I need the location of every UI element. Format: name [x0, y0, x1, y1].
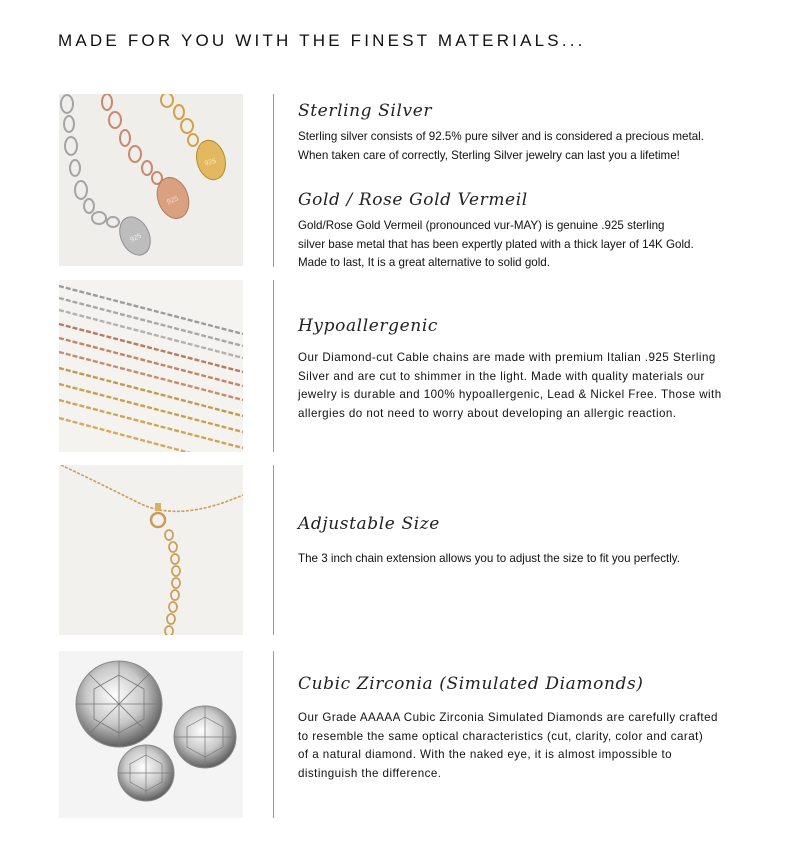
clasp-image: [59, 465, 243, 635]
text-line: to resemble the same optical characteristics (cut, clarity, color and carat): [298, 729, 704, 743]
large-stone: [76, 661, 162, 747]
silver-rose-gold-chain-tags-photo: [59, 94, 243, 266]
vermeil-heading: Gold / Rose Gold Vermeil: [298, 190, 528, 210]
cable-chains-image: [59, 280, 243, 452]
adjustable-size-text: [298, 550, 758, 569]
spring-ring-clasp-photo: [59, 465, 243, 635]
adjustable-size-heading: Adjustable Size: [298, 514, 440, 534]
text-line: of a natural diamond. With the naked eye, it is almost impossible to: [298, 748, 673, 762]
text-line: Sterling silver consists of 92.5% pure silver and is considered a precious metal.: [298, 130, 704, 143]
svg-text:925: 925: [166, 195, 180, 207]
hypoallergenic-heading: Hypoallergenic: [298, 316, 438, 336]
text-line: Silver and are cut to shimmer in the light. Made with quality materials our: [298, 369, 705, 383]
page-title: MADE FOR YOU WITH THE FINEST MATERIALS...: [58, 31, 586, 50]
text-line: allergies do not need to worry about developing an allergic reaction.: [298, 406, 677, 420]
text-line: The 3 inch chain extension allows you to adjust the size to fit you perfectly.: [298, 552, 680, 565]
cubic-zirconia-image: [59, 651, 243, 818]
text-line: Made to last, It is a great alternative to solid gold.: [298, 256, 550, 270]
text-line: Our Diamond-cut Cable chains are made with premium Italian .925 Sterling: [298, 351, 716, 364]
cable-chains-photo: [59, 280, 243, 452]
sterling-silver-heading: Sterling Silver: [298, 101, 433, 121]
text-line: silver base metal that has been expertly plated with a thick layer of 14K Gold.: [298, 237, 694, 251]
text-line: jewelry is durable and 100% hypoallergenic, Lead & Nickel Free. Those with: [298, 388, 722, 402]
text-line: Our Grade AAAAA Cubic Zirconia Simulated Diamonds are carefully crafted: [298, 711, 718, 724]
section-divider: [273, 94, 274, 267]
small-stone: [118, 745, 174, 801]
section-divider: [273, 465, 274, 635]
sterling-silver-text: [298, 128, 758, 165]
medium-stone: [174, 706, 236, 768]
text-line: When taken care of correctly, Sterling Silver jewelry can last you a lifetime!: [298, 148, 680, 162]
hypoallergenic-text: [298, 349, 758, 423]
chain-tags-image: [59, 94, 243, 266]
cubic-zirconia-text: [298, 709, 758, 783]
cubic-zirconia-heading: Cubic Zirconia (Simulated Diamonds): [298, 674, 644, 694]
section-divider: [273, 651, 274, 818]
vermeil-text: [298, 217, 758, 273]
svg-text:925: 925: [129, 232, 143, 244]
cubic-zirconia-stones-photo: [59, 651, 243, 818]
text-line: distinguish the difference.: [298, 766, 442, 780]
svg-text:925: 925: [203, 157, 218, 168]
text-line: Gold/Rose Gold Vermeil (pronounced vur-MAY) is genuine .925 sterling: [298, 219, 665, 232]
section-divider: [273, 280, 274, 452]
